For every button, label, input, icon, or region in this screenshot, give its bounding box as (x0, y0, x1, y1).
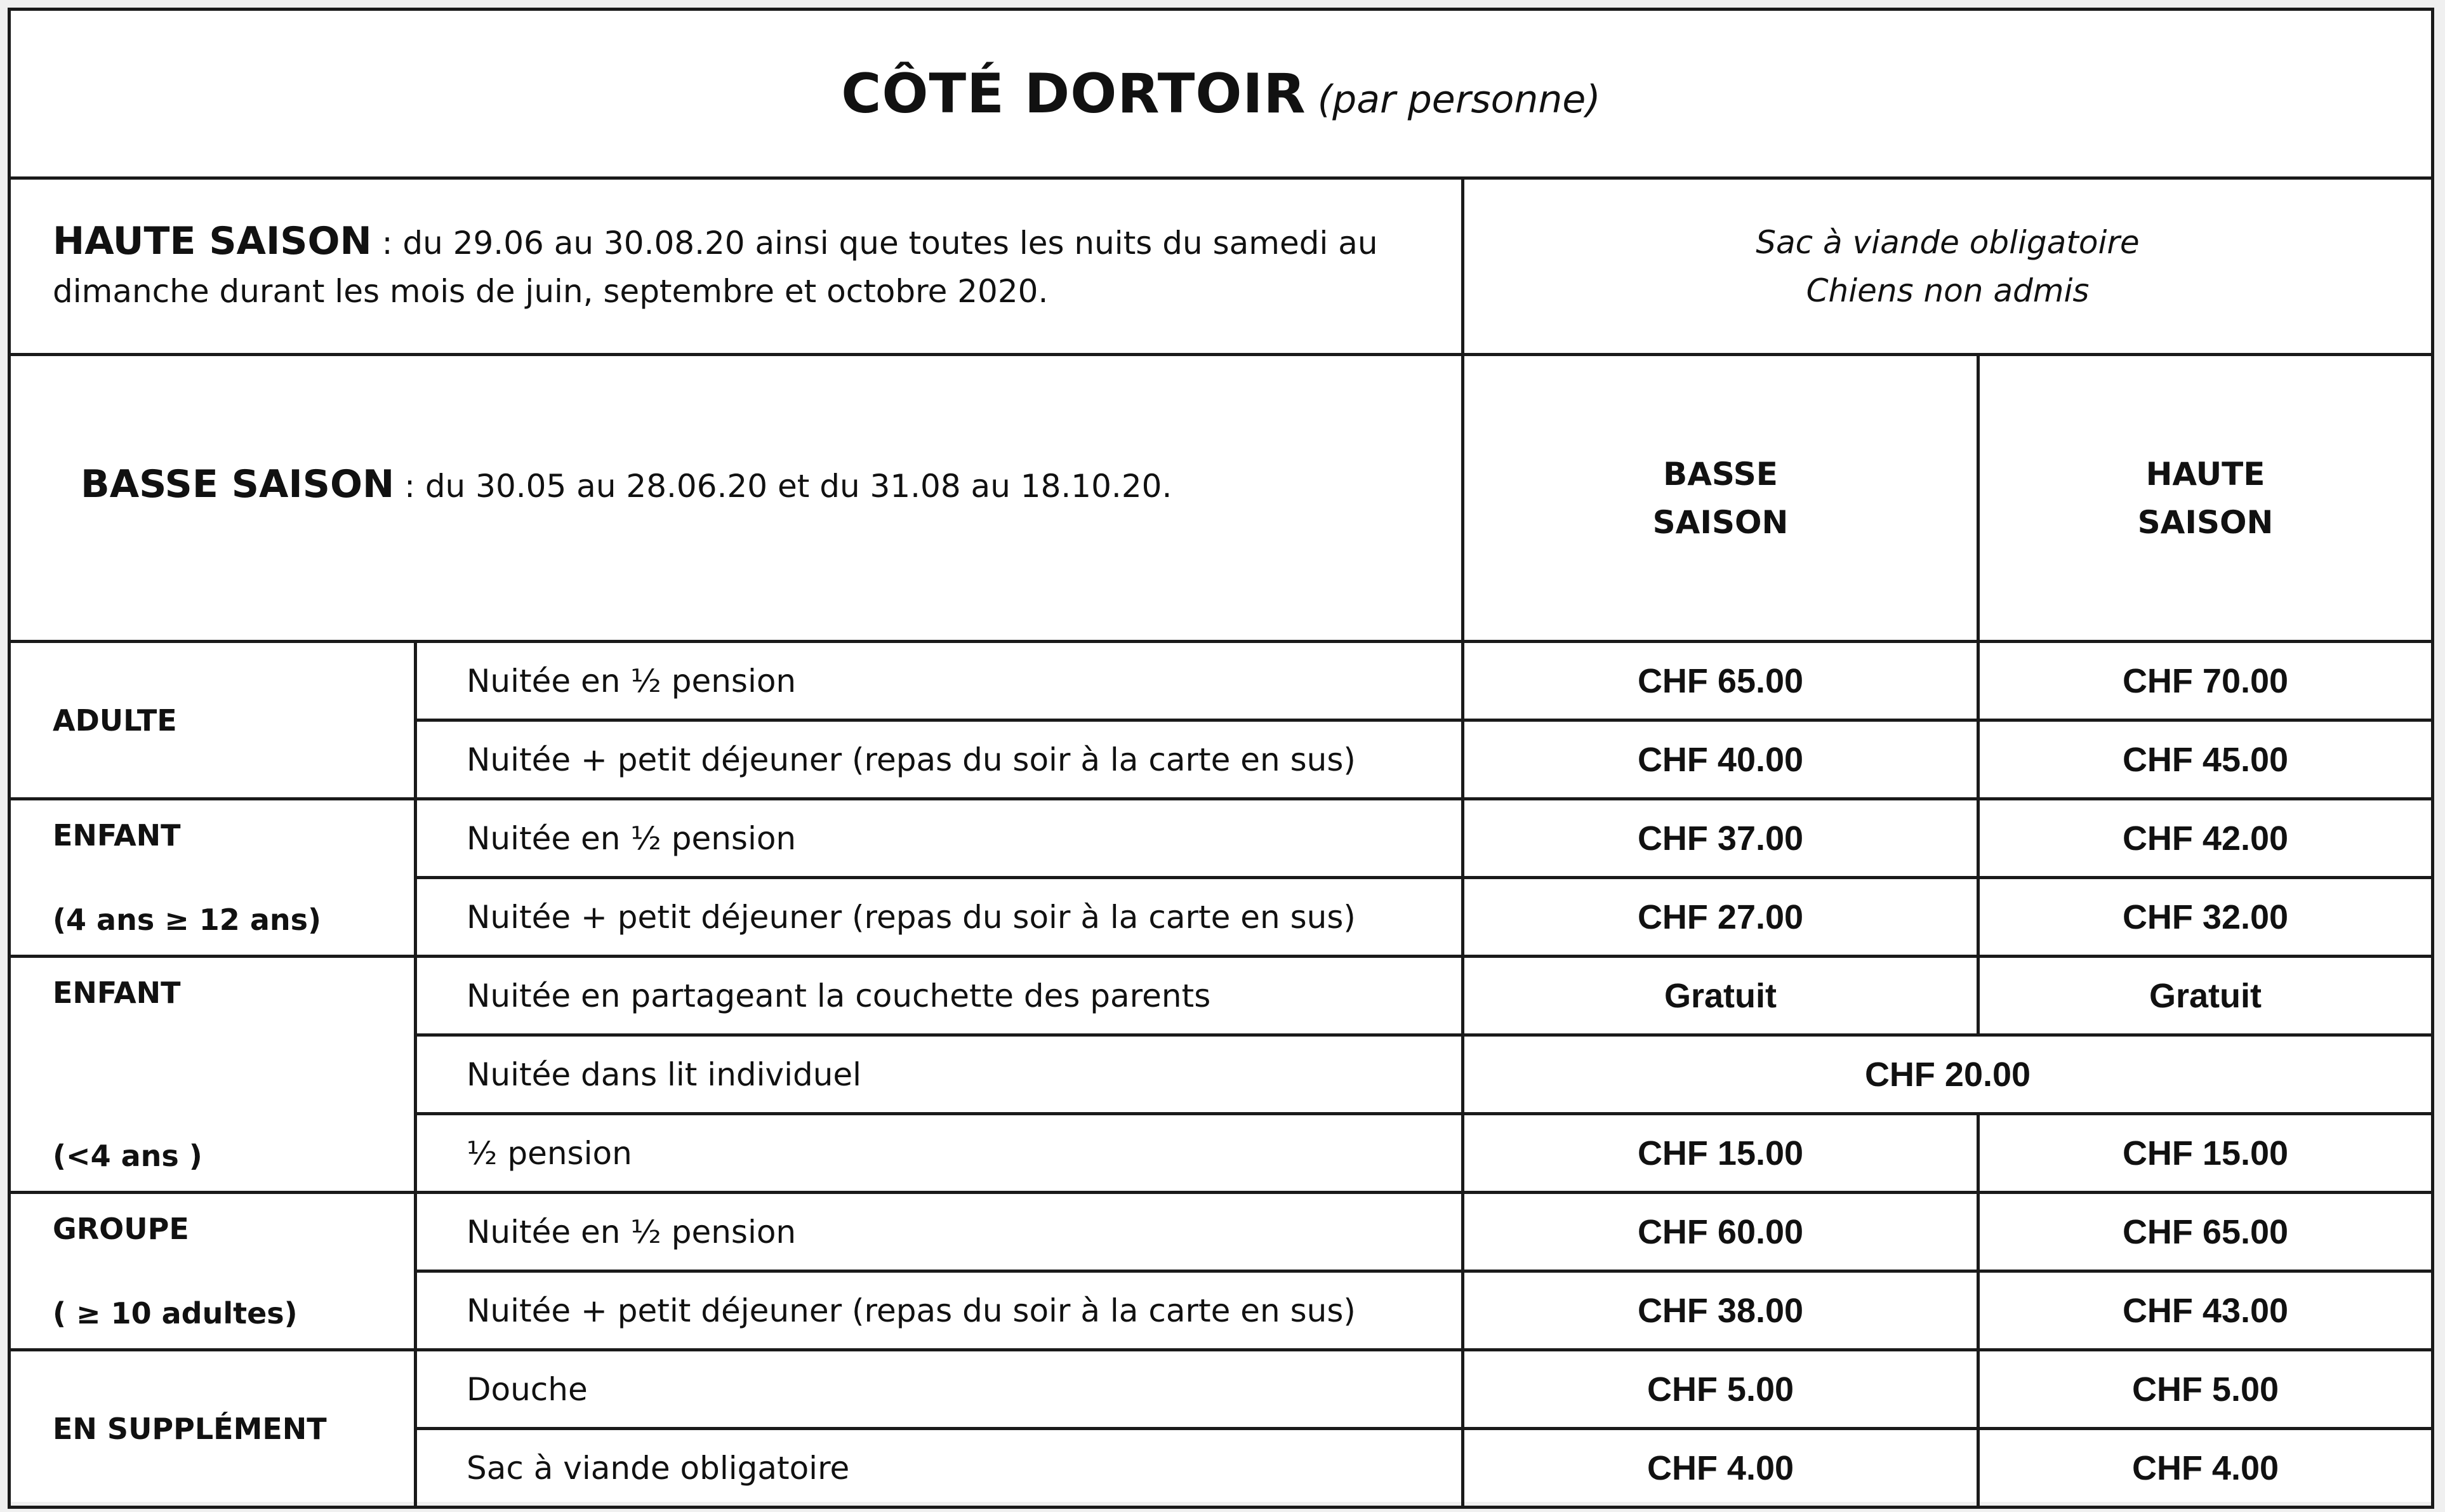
price-basse: CHF 65.00 (1463, 642, 1978, 720)
row-description: Nuitée dans lit individuel (416, 1035, 1463, 1114)
title-cell (10, 10, 2433, 178)
price-haute: CHF 5.00 (1978, 1350, 2433, 1429)
page-subtitle: (par personne) (1317, 77, 1601, 122)
price-sheet (8, 8, 2431, 1502)
row-description: Nuitée en ½ pension (416, 799, 1463, 878)
price-basse: CHF 5.00 (1463, 1350, 1978, 1429)
category-supplement (10, 1350, 416, 1508)
price-haute: CHF 45.00 (1978, 720, 2433, 799)
price-haute: CHF 42.00 (1978, 799, 2433, 878)
category-enfant-4-12 (10, 799, 416, 957)
column-header-basse-line2: SAISON (1652, 503, 1789, 541)
table-row (10, 1350, 2433, 1429)
row-description: Nuitée + petit déjeuner (repas du soir à la carte en sus) (416, 720, 1463, 799)
price-haute: CHF 65.00 (1978, 1193, 2433, 1271)
row-description: Sac à viande obligatoire (416, 1429, 1463, 1508)
price-haute: CHF 43.00 (1978, 1271, 2433, 1350)
page-title: CÔTÉ DORTOIR (841, 62, 1306, 126)
notes-cell (1463, 178, 2433, 355)
price-basse: CHF 40.00 (1463, 720, 1978, 799)
category-label: GROUPE (53, 1212, 189, 1246)
price-basse: CHF 15.00 (1463, 1114, 1978, 1193)
note-chiens: Chiens non admis (1806, 272, 2090, 309)
row-description: Nuitée + petit déjeuner (repas du soir à la carte en sus) (416, 878, 1463, 957)
price-haute: Gratuit (1978, 957, 2433, 1035)
price-haute: CHF 4.00 (1978, 1429, 2433, 1508)
price-basse: Gratuit (1463, 957, 1978, 1035)
row-description: Nuitée + petit déjeuner (repas du soir à la carte en sus) (416, 1271, 1463, 1350)
price-basse: CHF 37.00 (1463, 799, 1978, 878)
note-sac-viande: Sac à viande obligatoire (1756, 223, 2140, 261)
haute-saison-line1 (53, 217, 1461, 267)
basse-saison-label: BASSE SAISON (81, 462, 395, 507)
table-row (10, 957, 2433, 1035)
price-basse: CHF 27.00 (1463, 878, 1978, 957)
row-description: Nuitée en ½ pension (416, 642, 1463, 720)
row-description: ½ pension (416, 1114, 1463, 1193)
haute-saison-label: HAUTE SAISON (53, 219, 372, 263)
category-groupe (10, 1193, 416, 1350)
category-sublabel: (<4 ans ) (53, 1139, 202, 1173)
price-both-seasons: CHF 20.00 (1463, 1035, 2433, 1114)
category-inner (53, 1194, 414, 1348)
category-label: ENFANT (53, 818, 181, 852)
column-header-basse-line1: BASSE (1663, 455, 1778, 493)
table-row (10, 642, 2433, 720)
category-label: ADULTE (53, 703, 177, 738)
price-haute: CHF 32.00 (1978, 878, 2433, 957)
haute-saison-line2: dimanche durant les mois de juin, septembre et octobre 2020. (53, 273, 1049, 310)
row-description: Nuitée en partageant la couchette des parents (416, 957, 1463, 1035)
price-basse: CHF 4.00 (1463, 1429, 1978, 1508)
category-sublabel: (4 ans ≥ 12 ans) (53, 903, 322, 937)
price-haute: CHF 15.00 (1978, 1114, 2433, 1193)
category-adulte (10, 642, 416, 799)
price-table (8, 8, 2434, 1509)
haute-saison-row (10, 178, 2433, 355)
table-row (10, 799, 2433, 878)
column-header-basse (1463, 355, 1978, 642)
column-header-haute (1978, 355, 2433, 642)
haute-saison-text: : du 29.06 au 30.08.20 ainsi que toutes les nuits du samedi au (371, 225, 1378, 262)
column-header-haute-line1: HAUTE (2145, 455, 2265, 493)
basse-saison-row (10, 355, 2433, 642)
price-haute: CHF 70.00 (1978, 642, 2433, 720)
category-label: EN SUPPLÉMENT (53, 1411, 327, 1446)
row-description: Nuitée en ½ pension (416, 1193, 1463, 1271)
category-sublabel: ( ≥ 10 adultes) (53, 1296, 298, 1330)
basse-saison-cell (10, 355, 1463, 642)
row-description: Douche (416, 1350, 1463, 1429)
category-enfant-moins-4 (10, 957, 416, 1193)
category-inner (53, 958, 414, 1191)
column-header-haute-line2: SAISON (2137, 503, 2274, 541)
table-row (10, 1193, 2433, 1271)
title-row (10, 10, 2433, 178)
price-basse: CHF 60.00 (1463, 1193, 1978, 1271)
haute-saison-cell (10, 178, 1463, 355)
price-basse: CHF 38.00 (1463, 1271, 1978, 1350)
category-inner (53, 800, 414, 955)
basse-saison-text: : du 30.05 au 28.06.20 et du 31.08 au 18.10.20. (394, 468, 1172, 505)
category-label: ENFANT (53, 976, 181, 1010)
